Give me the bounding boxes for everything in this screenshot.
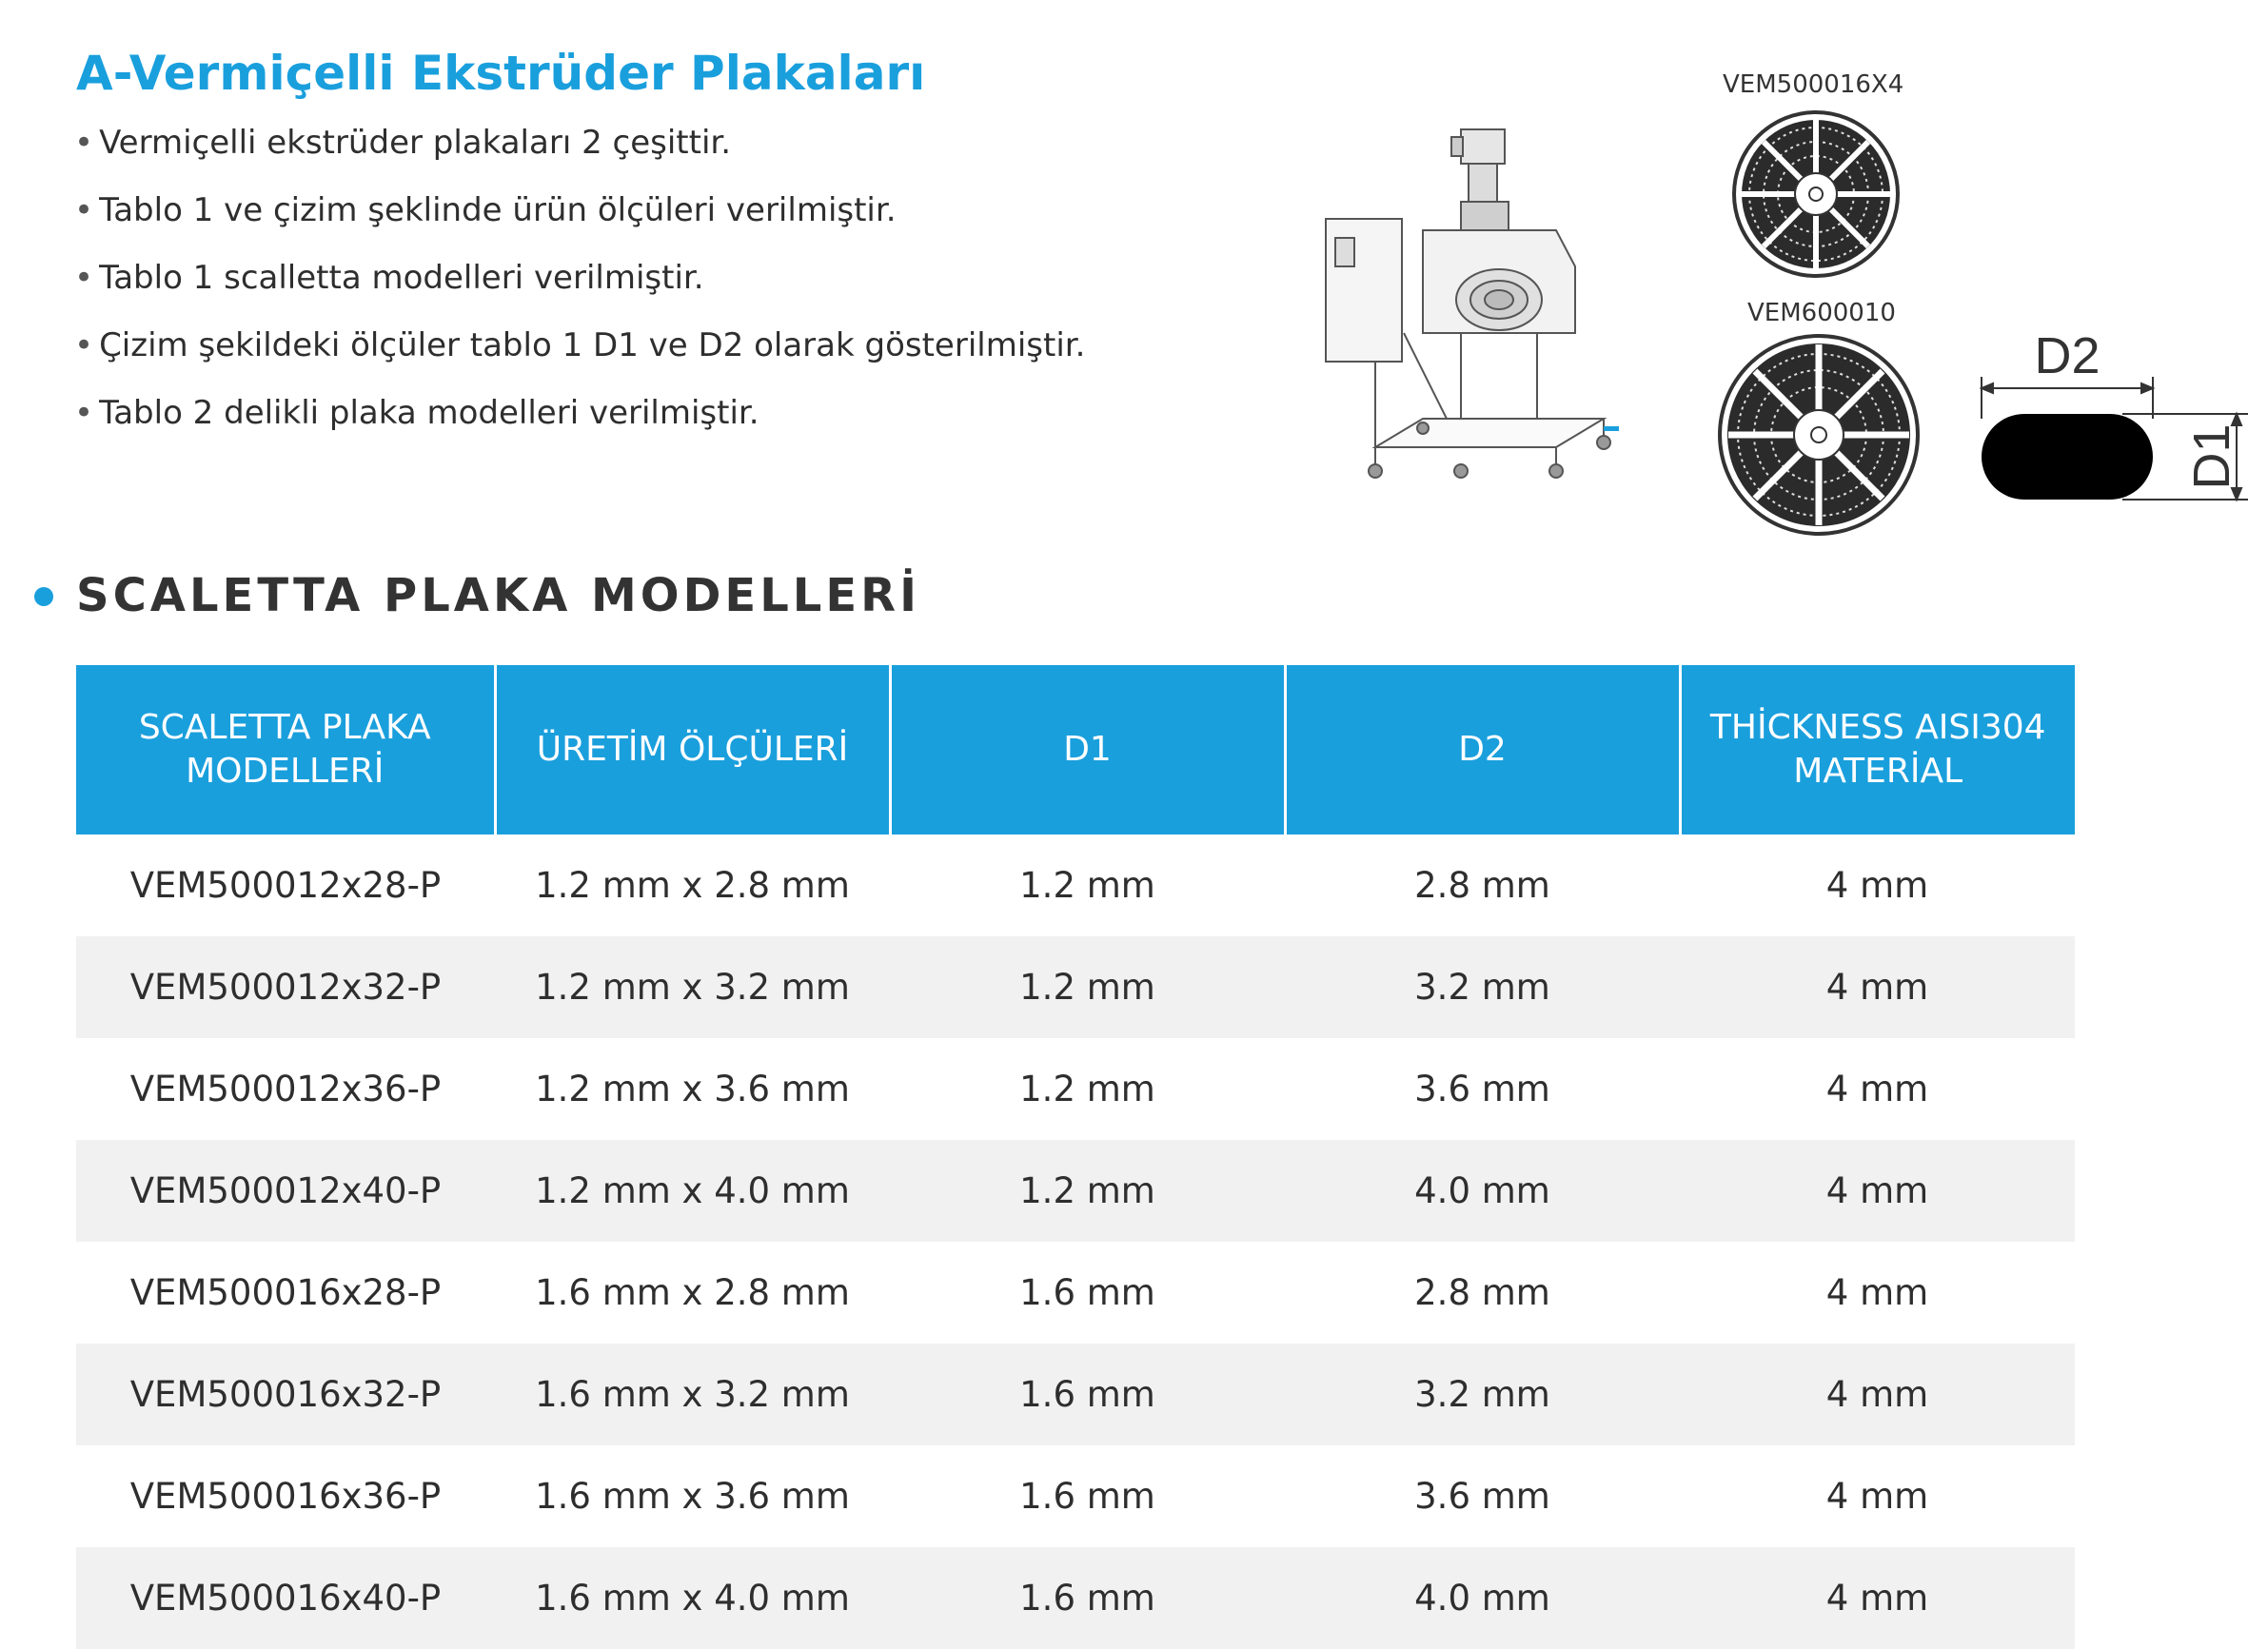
d1-cell: 1.2 mm: [890, 1140, 1285, 1242]
model-cell: VEM500012x32-P: [76, 936, 495, 1038]
d1-cell: 1.2 mm: [1019, 1069, 1155, 1109]
size-cell: 1.6 mm x 4.0 mm: [495, 1547, 890, 1649]
table-row: [76, 1140, 2075, 1242]
size-cell: 1.6 mm x 3.2 mm: [495, 1344, 890, 1445]
dimension-drawing: [1970, 324, 2256, 514]
column-header: THİCKNESS AISI304 MATERİAL: [1680, 665, 2075, 834]
thickness-cell: 4 mm: [1825, 1069, 1929, 1109]
d2-cell: 4.0 mm: [1285, 1140, 1680, 1242]
size-cell: 1.6 mm x 2.8 mm: [535, 1272, 850, 1313]
thickness-cell: 4 mm: [1680, 936, 2075, 1038]
table-row: [76, 1344, 2075, 1445]
d1-cell: 1.2 mm: [1019, 865, 1155, 906]
d2-cell: 3.6 mm: [1414, 1069, 1550, 1109]
model-cell: VEM500012x28-P: [129, 865, 442, 906]
d2-cell: 4.0 mm: [1285, 1547, 1680, 1649]
bullet-item: [74, 193, 1085, 261]
model-cell: VEM500012x36-P: [129, 1069, 442, 1109]
column-header: SCALETTA PLAKA MODELLERİ: [76, 665, 495, 834]
section-bullet-icon: [34, 587, 53, 606]
table-header-row: [76, 665, 2075, 834]
dimension-d1-label: D1: [2183, 423, 2240, 490]
model-cell: VEM500012x40-P: [76, 1140, 495, 1242]
d2-cell: 3.6 mm: [1414, 1476, 1550, 1517]
plate1-label: VEM500016X4: [1723, 70, 1904, 99]
vermicelli-plate-image: [1717, 333, 1921, 537]
table-row: [76, 1038, 2075, 1140]
bullet-text: Tablo 1 scalletta modelleri verilmiştir.: [99, 259, 704, 297]
size-cell: 1.2 mm x 3.2 mm: [495, 936, 890, 1038]
dimension-d2-label: D2: [2034, 327, 2100, 384]
page-title: A-Vermiçelli Ekstrüder Plakaları: [76, 46, 926, 101]
extruder-machine-illustration: [1318, 124, 1623, 528]
bullet-item: [74, 396, 1085, 463]
d1-cell: 1.6 mm: [1019, 1272, 1155, 1313]
bullet-item: [74, 328, 1085, 396]
thickness-cell: 4 mm: [1680, 1547, 2075, 1649]
model-cell: VEM500016x32-P: [76, 1344, 495, 1445]
d2-cell: 2.8 mm: [1414, 1272, 1550, 1313]
model-cell: VEM500016x40-P: [76, 1547, 495, 1649]
d1-cell: 1.6 mm: [890, 1547, 1285, 1649]
model-cell: VEM500016x28-P: [129, 1272, 442, 1313]
bullet-dot-icon: •: [74, 191, 94, 229]
size-cell: 1.2 mm x 3.6 mm: [535, 1069, 850, 1109]
table-row: [76, 1547, 2075, 1649]
bullet-dot-icon: •: [74, 394, 94, 432]
scaletta-plate-table: [76, 665, 2075, 1649]
bullet-text: Tablo 1 ve çizim şeklinde ürün ölçüleri verilmiştir.: [99, 191, 897, 229]
size-cell: 1.2 mm x 2.8 mm: [535, 865, 850, 906]
bullet-dot-icon: •: [74, 326, 94, 364]
d2-cell: 3.2 mm: [1285, 1344, 1680, 1445]
column-header: ÜRETİM ÖLÇÜLERİ: [495, 665, 890, 834]
bullet-item: [74, 261, 1085, 328]
bullet-text: Tablo 2 delikli plaka modelleri verilmiştir.: [99, 394, 759, 432]
size-cell: 1.6 mm x 3.6 mm: [535, 1476, 850, 1517]
thickness-cell: 4 mm: [1680, 1140, 2075, 1242]
size-cell: 1.2 mm x 4.0 mm: [495, 1140, 890, 1242]
d1-cell: 1.2 mm: [890, 936, 1285, 1038]
bullet-item: [74, 126, 1085, 193]
d2-cell: 2.8 mm: [1414, 865, 1550, 906]
table-row: [76, 834, 2075, 936]
bullet-dot-icon: •: [74, 259, 94, 297]
d1-cell: 1.6 mm: [1019, 1476, 1155, 1517]
intro-bullet-list: [74, 126, 1085, 463]
thickness-cell: 4 mm: [1825, 865, 1929, 906]
model-cell: VEM500016x36-P: [129, 1476, 442, 1517]
table-row: [76, 1242, 2075, 1344]
table-row: [76, 936, 2075, 1038]
d1-cell: 1.6 mm: [890, 1344, 1285, 1445]
d2-cell: 3.2 mm: [1285, 936, 1680, 1038]
bullet-text: Vermiçelli ekstrüder plakaları 2 çeşittir.: [99, 124, 732, 162]
table-row: [76, 1445, 2075, 1547]
vermicelli-plate-image: [1730, 108, 1902, 280]
bullet-dot-icon: •: [74, 124, 94, 162]
plate2-label: VEM600010: [1747, 299, 1896, 327]
column-header: D2: [1285, 665, 1680, 834]
thickness-cell: 4 mm: [1825, 1272, 1929, 1313]
thickness-cell: 4 mm: [1825, 1476, 1929, 1517]
section-title: SCALETTA PLAKA MODELLERİ: [76, 569, 920, 622]
column-header: D1: [890, 665, 1285, 834]
thickness-cell: 4 mm: [1680, 1344, 2075, 1445]
bullet-text: Çizim şekildeki ölçüler tablo 1 D1 ve D2 olarak gösterilmiştir.: [99, 326, 1086, 364]
